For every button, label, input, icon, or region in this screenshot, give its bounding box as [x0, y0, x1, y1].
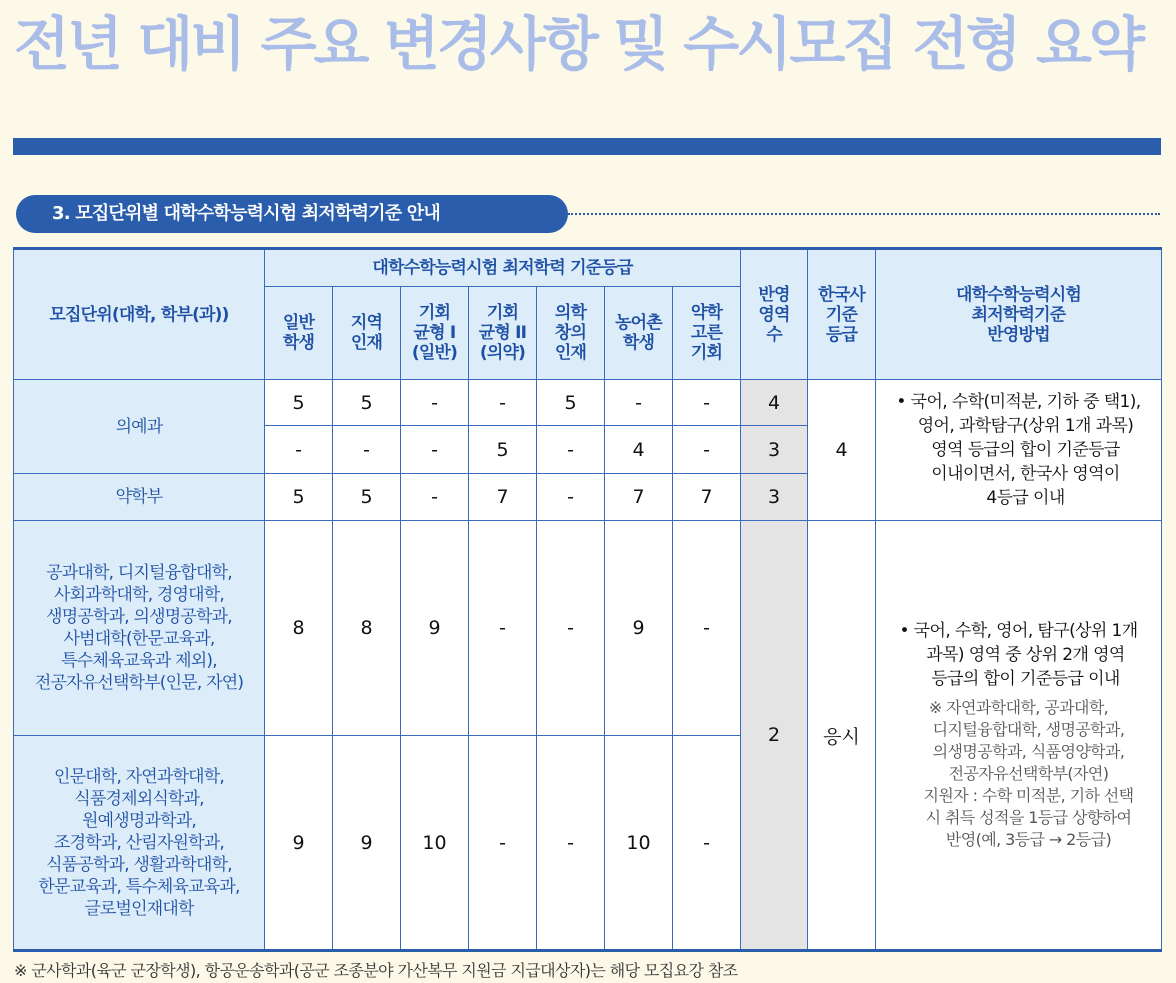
header-rural	[605, 287, 673, 380]
grade-cell: -	[333, 426, 401, 474]
method-top	[876, 380, 1162, 521]
grade-cell: -	[537, 474, 605, 521]
header-unit: 모집단위(대학, 학부(과))	[14, 249, 265, 380]
unit-group2	[14, 736, 265, 951]
grade-cell: 7	[673, 474, 741, 521]
grade-cell: -	[401, 380, 469, 426]
header-regional-line: 지역	[350, 313, 383, 333]
grade-cell: -	[673, 380, 741, 426]
grade-cell: 5	[265, 380, 333, 426]
header-general-line: 일반	[282, 313, 315, 333]
method-note-line: 시 취득 성적을 1등급 상향하여	[925, 808, 1132, 827]
header-pharm	[673, 287, 741, 380]
header-rural-line: 농어촌	[615, 313, 662, 333]
unit-group1-line: 사범대학(한문교육과,	[63, 629, 215, 649]
header-method-line: 반영방법	[987, 324, 1050, 345]
grade-cell: 9	[333, 736, 401, 951]
header-pharm-line: 기회	[690, 343, 723, 363]
header-method-line: 대학수학능력시험	[956, 284, 1081, 305]
unit-group2-line: 한문교육과, 특수체육교육과,	[38, 876, 240, 897]
title-underline-bar	[13, 138, 1161, 155]
header-pharm-line: 약학	[690, 303, 723, 323]
header-regional	[333, 287, 401, 380]
header-opp1-line: (일반)	[411, 343, 458, 363]
method-top-line: 영역 등급의 합이 기준등급	[931, 440, 1120, 460]
grade-cell: 10	[605, 736, 673, 951]
header-group: 대학수학능력시험 최저학력 기준등급	[265, 249, 741, 287]
grade-cell: 8	[333, 521, 401, 736]
grade-cell: -	[469, 736, 537, 951]
method-note-line: 의생명공학과, 식품영양학과,	[932, 742, 1125, 761]
grade-cell: -	[537, 521, 605, 736]
header-regional-line: 인재	[350, 333, 383, 353]
method-bottom-line: • 국어, 수학, 영어, 탐구(상위 1개	[899, 621, 1138, 641]
method-note-line: 전공자유선택학부(자연)	[948, 764, 1109, 783]
unit-group1-line: 공과대학, 디지털융합대학,	[46, 563, 232, 583]
unit-group1-line: 사회과학대학, 경영대학,	[53, 585, 225, 605]
header-opp1	[401, 287, 469, 380]
header-medical-line: 의학	[554, 303, 587, 323]
header-general-line: 학생	[282, 333, 315, 353]
header-history-line: 등급	[825, 324, 858, 345]
header-areas-line: 영역	[758, 304, 790, 325]
method-top-line: 이내이면서, 한국사 영역이	[931, 464, 1120, 484]
section-dotted-line	[568, 213, 1160, 215]
areas-cell: 2	[741, 521, 808, 951]
grade-cell: 7	[469, 474, 537, 521]
grade-cell: -	[537, 736, 605, 951]
areas-cell: 4	[741, 380, 808, 426]
unit-group2-line: 인문대학, 자연과학대학,	[53, 766, 225, 787]
grade-cell: 5	[333, 380, 401, 426]
method-note-line: 반영(예, 3등급 → 2등급)	[945, 830, 1112, 849]
areas-cell: 3	[741, 426, 808, 474]
header-history-line: 한국사	[818, 284, 865, 305]
method-note-line: 디지털융합대학, 생명공학과,	[932, 720, 1125, 739]
grade-cell: 5	[537, 380, 605, 426]
header-areas	[741, 249, 808, 380]
method-bottom-line: 과목) 영역 중 상위 2개 영역	[926, 645, 1125, 665]
grade-cell: -	[605, 380, 673, 426]
header-opp1-line: 기회	[418, 303, 451, 323]
page-title: 전년 대비 주요 변경사항 및 수시모집 전형 요약	[14, 10, 1142, 78]
unit-group2-line: 글로벌인재대학	[84, 898, 194, 919]
unit-pharmacy: 약학부	[14, 474, 265, 521]
unit-group1-line: 생명공학과, 의생명공학과,	[46, 607, 232, 627]
grade-cell: -	[265, 426, 333, 474]
unit-group1-line: 전공자유선택학부(인문, 자연)	[34, 673, 244, 693]
header-medical-line: 인재	[554, 343, 587, 363]
grade-cell: -	[673, 736, 741, 951]
grade-cell: 9	[401, 521, 469, 736]
unit-medicine: 의예과	[14, 380, 265, 474]
header-method-line: 최저학력기준	[971, 304, 1066, 325]
unit-group2-line: 식품경제외식학과,	[74, 788, 204, 809]
grade-cell: -	[469, 380, 537, 426]
grade-cell: 5	[333, 474, 401, 521]
footer-note: ※ 군사학과(육군 군장학생), 항공운송학과(공군 조종분야 가산복무 지원금 지급대상자)는 해당 모집요강 참조	[14, 961, 738, 980]
header-opp2-line: (의약)	[479, 343, 526, 363]
header-history-line: 기준	[825, 304, 858, 325]
grade-cell: -	[469, 521, 537, 736]
unit-group2-line: 원예생명과학과,	[82, 810, 196, 831]
header-medical	[537, 287, 605, 380]
method-top-line: 영어, 과학탐구(상위 1개 과목)	[917, 416, 1134, 436]
method-top-line: 4등급 이내	[986, 488, 1065, 508]
grade-cell: -	[401, 426, 469, 474]
grade-cell: 5	[469, 426, 537, 474]
unit-group1-line: 특수체육교육과 제외),	[61, 651, 217, 671]
minimum-standard-table	[13, 247, 1162, 952]
history-cell-top: 4	[808, 380, 876, 521]
method-bottom	[876, 521, 1162, 951]
header-general	[265, 287, 333, 380]
grade-cell: 10	[401, 736, 469, 951]
header-medical-line: 창의	[554, 323, 587, 343]
history-cell-bottom: 응시	[808, 521, 876, 951]
method-note-line: ※ 자연과학대학, 공과대학,	[928, 698, 1109, 717]
grade-cell: -	[673, 426, 741, 474]
method-note-line: 지원자 : 수학 미적분, 기하 선택	[923, 786, 1134, 805]
grade-cell: 7	[605, 474, 673, 521]
areas-cell: 3	[741, 474, 808, 521]
unit-group2-line: 식품공학과, 생활과학대학,	[46, 854, 232, 875]
grade-cell: -	[673, 521, 741, 736]
header-method	[876, 249, 1162, 380]
grade-cell: -	[401, 474, 469, 521]
header-areas-line: 수	[766, 324, 782, 345]
header-history	[808, 249, 876, 380]
unit-group1	[14, 521, 265, 736]
grade-cell: 8	[265, 521, 333, 736]
method-bottom-line: 등급의 합이 기준등급 이내	[931, 669, 1120, 689]
table-row	[14, 380, 1162, 426]
grade-cell: 5	[265, 474, 333, 521]
header-pharm-line: 고른	[690, 323, 723, 343]
header-opp1-line: 균형 I	[413, 323, 456, 343]
header-rural-line: 학생	[622, 333, 655, 353]
section-heading: 3. 모집단위별 대학수학능력시험 최저학력기준 안내	[16, 195, 568, 233]
grade-cell: 9	[605, 521, 673, 736]
grade-cell: 9	[265, 736, 333, 951]
header-opp2-line: 균형 II	[478, 323, 527, 343]
unit-group2-line: 조경학과, 산림자원학과,	[53, 832, 225, 853]
method-top-line: • 국어, 수학(미적분, 기하 중 택1),	[896, 392, 1141, 412]
grade-cell: 4	[605, 426, 673, 474]
grade-cell: -	[537, 426, 605, 474]
header-areas-line: 반영	[758, 284, 790, 305]
header-opp2-line: 기회	[486, 303, 519, 323]
table-row	[14, 521, 1162, 736]
header-opp2	[469, 287, 537, 380]
